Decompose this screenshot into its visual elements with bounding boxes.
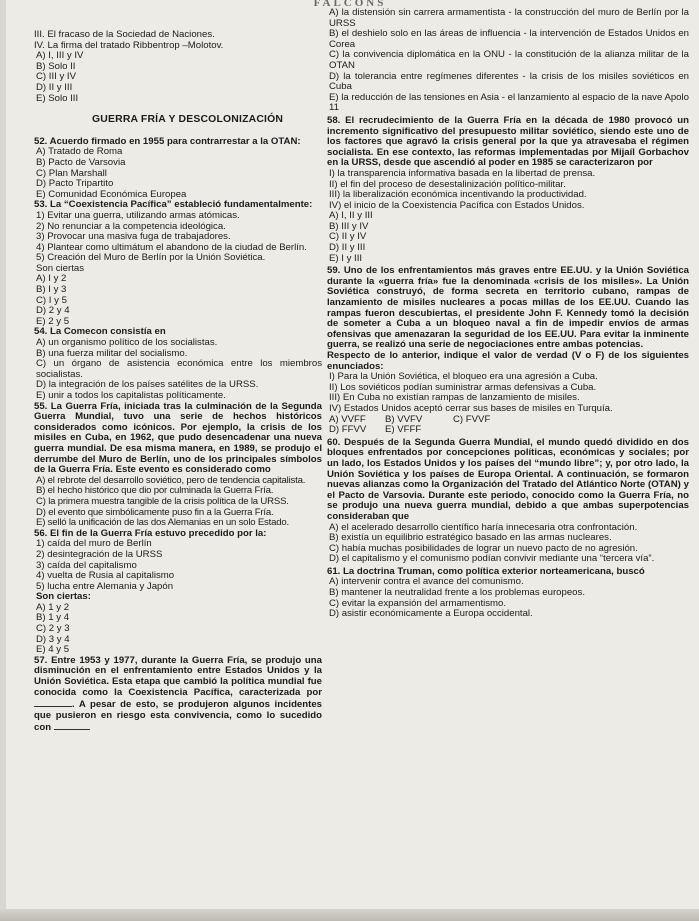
question-54: [34, 327, 322, 401]
answer-option[interactable]: C) la convivencia diplomática en la ONU - la constitución de la alianza militar de la OTAN: [329, 49, 689, 71]
answer-option[interactable]: E) Comunidad Económica Europea: [36, 188, 187, 200]
statement-item: IV) Estados Unidos aceptó cerrar sus bases de misiles en Turquía.: [329, 402, 613, 414]
answer-option[interactable]: A) VVFF: [329, 413, 366, 425]
page-bottom-edge: [0, 909, 699, 921]
answer-option[interactable]: A) I y 2: [36, 273, 67, 285]
continued-statements: [34, 30, 322, 51]
answer-option[interactable]: A) un organismo político de los socialistas.: [36, 337, 218, 349]
question-text-part2: . A pesar de esto, se produjeron algunos incidentes que pusieron en riesgo esta convivencia, como lo sucedido con: [34, 699, 322, 734]
statement-item: II) el fin del proceso de desestalinización político-militar.: [329, 178, 566, 190]
question-53: [34, 200, 322, 327]
question-text: 53. La “Coexistencia Pacífica” estableció fundamentalmente:: [34, 199, 313, 211]
statement-item: I) la transparencia informativa basada en la libertad de prensa.: [329, 167, 596, 179]
answer-option[interactable]: D) el evento que simbólicamente puso fin a la Guerra Fría.: [36, 506, 274, 518]
answer-option[interactable]: E) I y III: [329, 252, 363, 264]
answer-option[interactable]: B) 1 y 4: [36, 612, 70, 624]
fill-blank[interactable]: [34, 698, 72, 707]
statement-item: 4) Plantear como ultimátum el abandono de la ciudad de Berlín.: [36, 241, 307, 253]
answer-option[interactable]: C) había muchas posibilidades de lograr un nuevo pacto de no agresión.: [329, 542, 638, 554]
answer-option[interactable]: C) la primera muestra tangible de la crisis política de la URSS.: [36, 495, 289, 507]
statement-item: 1) caída del muro de Berlín: [36, 538, 152, 550]
question-text-part1: 57. Entre 1953 y 1977, durante la Guerra Fría, se produjo una disminución en el enfrentamiento entre Estados Unidos y la Unión Soviética. Esta etapa que cambió la política mundial fue conocida como la Coexistencia Pacífica, caracterizada por: [34, 654, 322, 698]
statement-item: III) la liberalización económica incentivando la productividad.: [329, 189, 587, 201]
question-text: 60. Después de la Segunda Guerra Mundial, el mundo quedó dividido en dos bloques enfrentados por concepciones políticas, económicas y sociales; por un lado, los Estados Unidos y los países del “mundo libre”; y, por otro lado, la Unión Soviética y los países de Europa Oriental. A continuación, se formaron nuevas alianzas como la Organización del Tratado del Atlántico Norte (OTAN) y el Pacto de Varsovia. Durante este periodo, conocido como la Guerra Fría, no se produjo una nueva guerra mundial, debido a que ambas superpotencias consideraban que: [327, 436, 689, 522]
question-58: [327, 116, 689, 264]
answer-option[interactable]: E) la reducción de las tensiones en Asia - el lanzamiento al espacio de la nave Apolo 11: [329, 91, 689, 114]
statement-item: 3) caída del capitalismo: [36, 559, 137, 571]
answer-option[interactable]: A) 1 y 2: [36, 601, 70, 613]
answer-option[interactable]: E) Solo III: [36, 92, 79, 104]
answer-option[interactable]: C) 2 y 3: [36, 623, 70, 635]
answer-option[interactable]: D) Pacto Tripartito: [36, 178, 114, 190]
answer-option[interactable]: A) Tratado de Roma: [36, 146, 123, 158]
question-text: 56. El fin de la Guerra Fría estuvo precedido por la:: [34, 527, 267, 539]
options-lead: Son ciertas: [36, 262, 84, 274]
answer-option[interactable]: D) II y III: [36, 81, 73, 93]
statement-item: IV) el inicio de la Coexistencia Pacífica con Estados Unidos.: [329, 199, 585, 211]
answer-option[interactable]: B) existía un equilibrio estratégico basado en las armas nucleares.: [329, 532, 612, 544]
question-60: [327, 438, 689, 565]
fill-blank[interactable]: [54, 721, 90, 730]
answer-option[interactable]: B) Solo II: [36, 60, 76, 72]
right-column: [327, 8, 689, 620]
answer-option[interactable]: A) I, III y IV: [36, 50, 84, 62]
statement-item: 1) Evitar una guerra, utilizando armas atómicas.: [36, 209, 240, 221]
options-lead: Son ciertas:: [36, 591, 91, 603]
question-text: 59. Uno de los enfrentamientos más graves entre EE.UU. y la Unión Soviética durante la «guerra fría» fue la denominada «crisis de los misiles». La Unión Soviética construyó, de forma secreta en territorio cubano, rampas de lanzamiento de misiles nucleares a pocas millas de los EE.UU. Cuando las rampas fueron descubiertas, el presidente John F. Kennedy tomó la decisión de someter a Cuba a un bloqueo naval a fin de impedir envíos de armas ofensivas que amenazaran la seguridad de los EE.UU. Para evitar la inminente guerra, se realizó una serie de negociaciones entre ambas potencias.: [327, 265, 689, 351]
answer-option[interactable]: C) Plan Marshall: [36, 167, 107, 179]
answer-option[interactable]: A) intervenir contra el avance del comunismo.: [329, 576, 524, 588]
answer-option[interactable]: B) mantener la neutralidad frente a los problemas europeos.: [329, 587, 585, 599]
statement-item: 5) lucha entre Alemania y Japón: [36, 580, 174, 592]
answer-option[interactable]: E) 4 y 5: [36, 644, 70, 656]
answer-options-row: [327, 415, 689, 426]
statement-item: 3) Provocar una masiva fuga de trabajadores.: [36, 231, 231, 243]
answer-option[interactable]: A) I, II y III: [329, 210, 373, 222]
section-title: GUERRA FRÍA Y DESCOLONIZACIÓN: [92, 114, 284, 126]
left-column: [34, 8, 322, 734]
answer-option[interactable]: C) III y IV: [36, 71, 76, 83]
statement-line: IV. La firma del tratado Ribbentrop –Molotov.: [34, 39, 224, 51]
answer-option[interactable]: E) unir a todos los capitalistas políticamente.: [36, 390, 226, 401]
question-61: [327, 567, 689, 620]
statement-item: 5) Creación del Muro de Berlín por la Unión Soviética.: [36, 252, 266, 264]
answer-option[interactable]: C) II y IV: [329, 231, 367, 243]
question-56: [34, 529, 322, 656]
statement-line: III. El fracaso de la Sociedad de Naciones.: [34, 29, 215, 40]
page-edge: [0, 0, 6, 921]
question-55: [34, 402, 322, 529]
statement-item: III) En Cuba no existían rampas de lanzamiento de misiles.: [329, 392, 580, 404]
answer-option[interactable]: B) I y 3: [36, 284, 67, 296]
answer-option[interactable]: D) FFVV: [329, 424, 367, 436]
answer-option[interactable]: E) selló la unificación de las dos Alemanias en un solo Estado.: [36, 517, 289, 529]
statement-item: 2) No renunciar a la competencia ideológica.: [36, 220, 226, 232]
answer-option[interactable]: C) I y 5: [36, 294, 67, 306]
answer-option[interactable]: A) el acelerado desarrollo científico haría innecesaria otra confrontación.: [329, 521, 638, 533]
answer-option[interactable]: C) evitar la expansión del armamentismo.: [329, 597, 507, 609]
answer-option[interactable]: C) un órgano de asistencia económica entre los miembros socialistas.: [36, 358, 322, 380]
answer-option[interactable]: B) una fuerza militar del socialismo.: [36, 347, 188, 359]
answer-option[interactable]: D) la integración de los países satélites de la URSS.: [36, 379, 259, 391]
answer-option[interactable]: D) el capitalismo y el comunismo podían convivir mediante una “tercera vía”.: [329, 553, 655, 565]
question-text: 61. La doctrina Truman, como política exterior norteamericana, buscó: [327, 565, 645, 577]
question-text: 54. La Comecon consistía en: [34, 326, 166, 338]
page-header: FALCONS: [313, 0, 387, 9]
question-text: [34, 656, 322, 734]
answer-option[interactable]: D) la tolerancia entre regímenes diferentes - la crisis de los misiles soviéticos en Cuba: [329, 70, 689, 93]
answer-option[interactable]: E) 2 y 5: [36, 315, 70, 327]
answer-options-row: [327, 425, 689, 436]
question-instruction: Respecto de lo anterior, indique el valor de verdad (V o F) de los siguientes enunciados:: [327, 350, 689, 372]
answer-option[interactable]: B) el deshielo solo en las áreas de influencia - la intervención de Estados Unidos en Corea: [329, 28, 689, 50]
answer-option[interactable]: A) el rebrote del desarrollo soviético, pero de tendencia capitalista.: [36, 474, 306, 486]
answer-option[interactable]: B) Pacto de Varsovia: [36, 156, 126, 168]
question-text: 58. El recrudecimiento de la Guerra Fría en la década de 1980 provocó un incremento significativo del presupuesto militar soviético, siendo este uno de los factores que agravó la crisis general por la que ya atravesaba el régimen socialista. En ese contexto, las reformas implementadas por Mijaíl Gorbachov en la URSS, desde que ascendió al poder en 1985 se caracterizaron por: [327, 114, 689, 169]
answer-option[interactable]: B) III y IV: [329, 220, 369, 232]
question-52: [34, 137, 322, 201]
question-text: 52. Acuerdo firmado en 1955 para contrarrestar a la OTAN:: [34, 135, 301, 147]
continued-options: [34, 51, 322, 104]
question-text: 55. La Guerra Fría, iniciada tras la culminación de la Segunda Guerra Mundial, tuvo una serie de hechos históricos considerados como icónicos. Por ejemplo, la crisis de los misiles en Cuba, en 1962, que pudo desencadenar una nueva guerra mundial. De esa misma manera, en 1989, se produjo el derrumbe del Muro de Berlín, uno de los principales símbolos de la Guerra Fría. Este evento es considerado como: [34, 400, 322, 476]
statement-item: I) Para la Unión Soviética, el bloqueo era una agresión a Cuba.: [329, 371, 598, 383]
answer-option[interactable]: B) VVFV: [385, 413, 423, 425]
answer-option[interactable]: C) FVVF: [453, 413, 491, 425]
answer-option[interactable]: E) VFFF: [385, 424, 422, 436]
answer-option[interactable]: D) II y III: [329, 242, 366, 254]
question-59: [327, 266, 689, 436]
statement-item: II) Los soviéticos podían suministrar armas defensivas a Cuba.: [329, 381, 597, 393]
question-57: [34, 656, 322, 734]
answer-option[interactable]: A) la distensión sin carrera armamentista - la construcción del muro de Berlín por la URSS: [329, 7, 689, 29]
answer-option[interactable]: D) 3 y 4: [36, 633, 70, 645]
continued-options-q57: [327, 8, 689, 114]
statement-item: 2) desintegración de la URSS: [36, 548, 163, 560]
statement-item: 4) vuelta de Rusia al capitalismo: [36, 570, 175, 582]
answer-option[interactable]: D) asistir económicamente a Europa occidental.: [329, 608, 533, 620]
answer-option[interactable]: D) 2 y 4: [36, 305, 70, 317]
answer-option[interactable]: B) el hecho histórico que dio por culminada la Guerra Fría.: [36, 485, 274, 497]
